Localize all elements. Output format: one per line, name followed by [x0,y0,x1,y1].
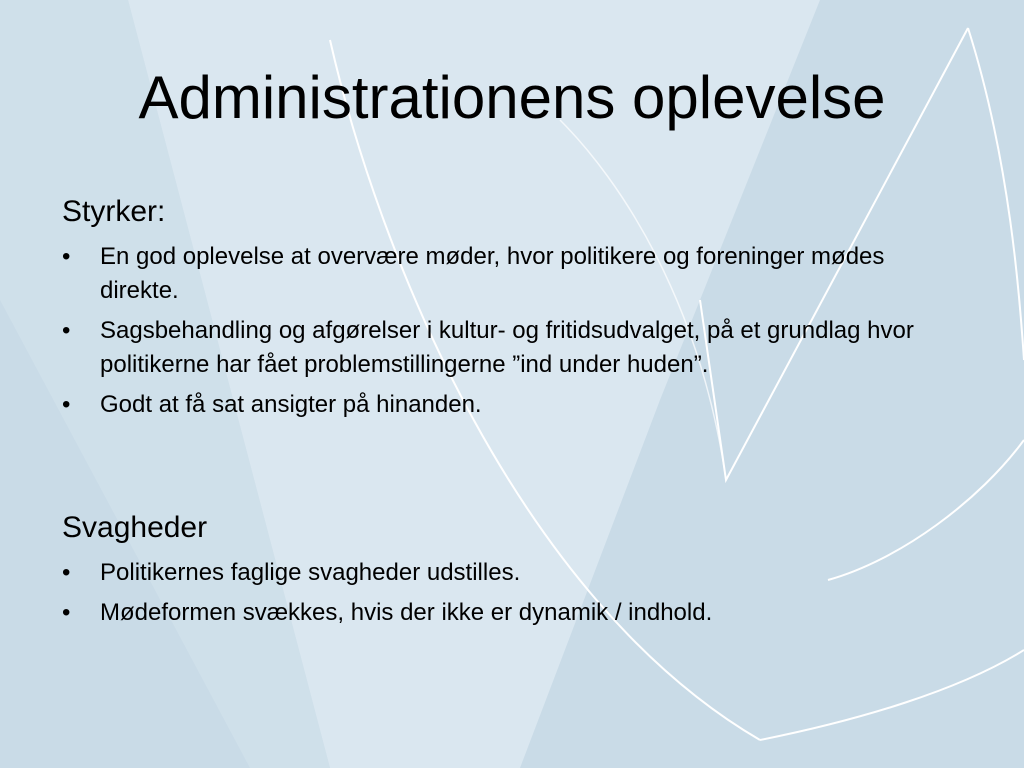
weaknesses-heading: Svagheder [62,511,208,544]
list-item [62,596,962,630]
slide-title: Administrationens oplevelse [138,64,886,131]
bullet-icon: • [62,391,71,418]
list-item [62,240,962,308]
list-item-text: Politikernes faglige svagheder udstilles. [100,559,521,586]
weaknesses-list [62,556,962,636]
list-item-text: En god oplevelse at overvære møder, hvor politikere og foreninger mødes direkte. [100,243,885,304]
bullet-icon: • [62,559,71,586]
list-item [62,314,962,382]
bullet-icon: • [62,243,71,270]
list-item [62,556,962,590]
bullet-icon: • [62,317,71,344]
list-item-text: Mødeformen svækkes, hvis der ikke er dynamik / indhold. [100,599,713,626]
bullet-icon: • [62,599,71,626]
list-item [62,388,962,422]
strengths-heading: Styrker: [62,195,166,228]
strengths-list [62,240,962,428]
list-item-text: Godt at få sat ansigter på hinanden. [100,391,482,418]
list-item-text: Sagsbehandling og afgørelser i kultur- og fritidsudvalget, på et grundlag hvor politikerne har fået problemstillingerne ”ind under huden”. [100,317,914,378]
